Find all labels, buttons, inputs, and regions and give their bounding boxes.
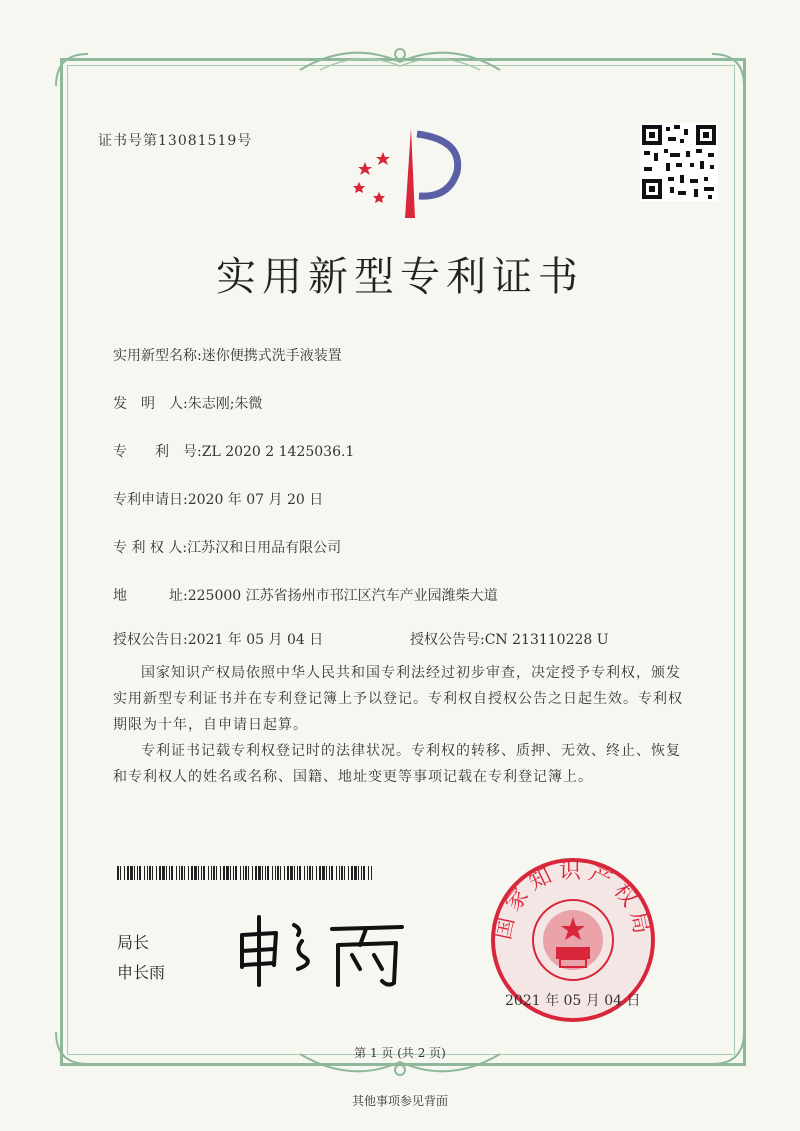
field-value: 朱志刚;朱微 bbox=[187, 396, 263, 412]
signature-icon bbox=[232, 905, 412, 990]
field-patentee bbox=[113, 537, 341, 557]
field-value: ZL 2020 2 1425036.1 bbox=[201, 444, 355, 460]
field-grant-date bbox=[113, 629, 323, 649]
page-number: 第 1 页 (共 2 页) bbox=[354, 1046, 446, 1060]
patent-office-logo-icon bbox=[345, 120, 475, 220]
field-label: 专利申请日: bbox=[113, 492, 188, 508]
field-grant-number bbox=[410, 629, 609, 649]
qr-code-icon bbox=[640, 123, 718, 201]
field-label: 专 利 号: bbox=[113, 444, 202, 460]
field-label: 发 明 人: bbox=[113, 396, 188, 412]
field-label: 实用新型名称: bbox=[113, 348, 202, 364]
field-patent-number bbox=[113, 441, 354, 461]
corner-ornament-icon bbox=[52, 50, 92, 90]
footer-note: 其他事项参见背面 bbox=[351, 1094, 448, 1108]
body-paragraph-1: 国家知识产权局依照中华人民共和国专利法经过初步审查，决定授予专利权，颁发实用新型专利证书并在专利登记簿上予以登记。专利权自授权公告之日起生效。专利权期限为十年，自申请日起算。 bbox=[113, 665, 683, 733]
field-label: 专 利 权 人: bbox=[113, 540, 188, 556]
signatory-name: 申长雨 bbox=[117, 963, 166, 982]
field-label: 地 址: bbox=[113, 588, 188, 604]
seal-text: 国家知识产权局 bbox=[490, 858, 656, 942]
barcode-icon bbox=[117, 866, 373, 880]
field-value: CN 213110228 U bbox=[484, 632, 609, 648]
field-value: 迷你便携式洗手液装置 bbox=[201, 348, 342, 364]
top-ornament-icon bbox=[290, 40, 510, 74]
body-paragraph-2: 专利证书记载专利权登记时的法律状况。专利权的转移、质押、无效、终止、恢复和专利权人的姓名或名称、国籍、地址变更等事项记载在专利登记簿上。 bbox=[113, 743, 681, 785]
corner-ornament-icon bbox=[708, 50, 748, 90]
field-value: 2020 年 07 月 20 日 bbox=[187, 492, 324, 508]
certificate-number: 证书号第13081519号 bbox=[98, 133, 253, 149]
field-label: 授权公告号: bbox=[410, 632, 485, 648]
field-value: 江苏汉和日用品有限公司 bbox=[187, 540, 342, 556]
field-label: 授权公告日: bbox=[113, 632, 188, 648]
seal-date: 2021 年 05 月 04 日 bbox=[505, 993, 641, 1009]
field-utility-name bbox=[113, 345, 342, 365]
field-address bbox=[113, 585, 498, 605]
field-value: 225000 江苏省扬州市邗江区汽车产业园潍柴大道 bbox=[187, 588, 498, 604]
field-filing-date bbox=[113, 489, 323, 509]
certificate-title: 实用新型专利证书 bbox=[216, 254, 584, 300]
field-inventor bbox=[113, 393, 262, 413]
field-value: 2021 年 05 月 04 日 bbox=[187, 632, 324, 648]
signatory-role: 局长 bbox=[117, 933, 150, 952]
